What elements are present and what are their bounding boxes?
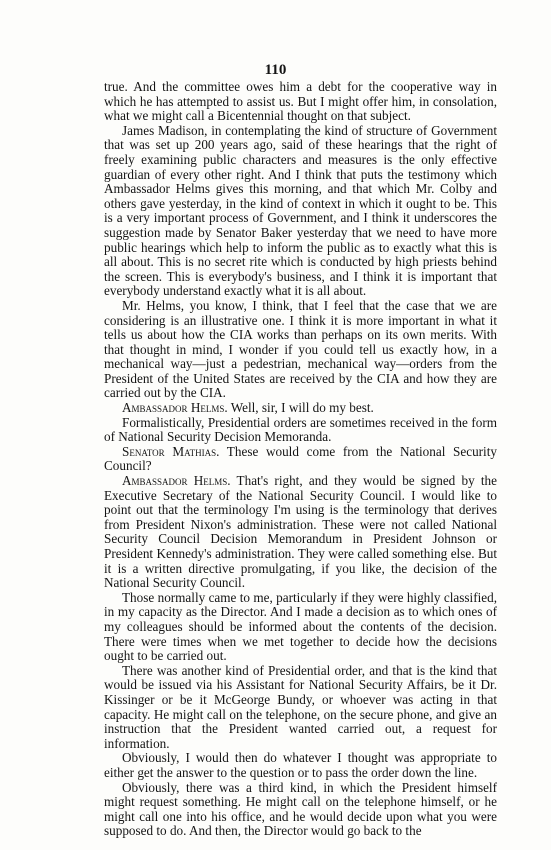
speaker-name: Ambassador Helms. bbox=[122, 400, 228, 416]
body-text bbox=[104, 80, 497, 839]
paragraph bbox=[104, 474, 497, 591]
paragraph bbox=[104, 445, 497, 474]
paragraph: James Madison, in contemplating the kind of structure of Government that was set up 200 years ago, said of these hearings that the right of freely examining public characters and measures is the only effective guardian of every other right. And I think that puts the testimony which Ambassador Helms gives this morning, and that which Mr. Colby and others gave yesterday, in the kind of context in which it ought to be. This is a very important process of Government, and I think it underscores the suggestion made by Senator Baker yesterday that we need to have more public hearings which help to inform the public as to exactly what this is all about. This is no secret rite which is conducted by high priests behind the screen. This is everybody's business, and I think it is important that everybody understand exactly what it is all about. bbox=[104, 122, 497, 299]
paragraph: Those normally came to me, particularly if they were highly classified, in my capacity as the Director. And I made a decision as to which ones of my colleagues should be informed about the contents of the decision. There were times when we met together to decide how the decisions ought to be carried out. bbox=[104, 589, 497, 664]
paragraph: There was another kind of Presidential order, and that is the kind that would be issued via his Assistant for National Security Affairs, be it Dr. Kissinger or be it McGeorge Bundy, or whoever was acting in that capacity. He might call on the telephone, on the secure phone, and give an instruction that the President wanted carried out, a request for information. bbox=[104, 662, 497, 751]
speaker-name: Ambassador Helms. bbox=[122, 473, 231, 489]
speaker-name: Senator Mathias. bbox=[122, 443, 220, 459]
paragraph: Obviously, there was a third kind, in which the President himself might request something. He might call on the telephone himself, or he might call one into his office, and he would decide upon what you were supposed to do. And then, the Director would go back to the bbox=[104, 779, 497, 839]
speech-text: Well, sir, I will do my best. bbox=[227, 400, 374, 416]
paragraph bbox=[104, 401, 497, 416]
paragraph: Mr. Helms, you know, I think, that I feel that the case that we are considering is an illustrative one. I think it is more important in what it tells us about how the CIA works than perhaps on its own merits. With that thought in mind, I wonder if you could tell us exactly how, in a mechanical way—just a pedestrian, mechanical way—orders from the President of the United States are received by the CIA and how they are carried out by the CIA. bbox=[104, 297, 497, 401]
page-number: 110 bbox=[264, 62, 287, 78]
paragraph: Obviously, I would then do whatever I thought was appropriate to either get the answer to the question or to pass the order down the line. bbox=[104, 750, 497, 780]
speech-text: That's right, and they would be signed by the Executive Secretary of the National Security Council. I would like to point out that the terminology I'm using is the terminology that derives from President Nixon's administration. These were not called National Security Council Decision Memorandum in President Johnson or President Kennedy's administration. They were called something else. But it is a written directive promulgating, if you like, the decision of the National Security Council. bbox=[104, 473, 497, 591]
speech-text: These would come from the National Security Council? bbox=[104, 443, 497, 474]
paragraph: true. And the committee owes him a debt for the cooperative way in which he has attempted to assist us. But I might offer him, in consolation, what we might call a Bicentennial thought on that subject. bbox=[104, 79, 497, 124]
paragraph: Formalistically, Presidential orders are sometimes received in the form of National Security Decision Memoranda. bbox=[104, 414, 497, 445]
